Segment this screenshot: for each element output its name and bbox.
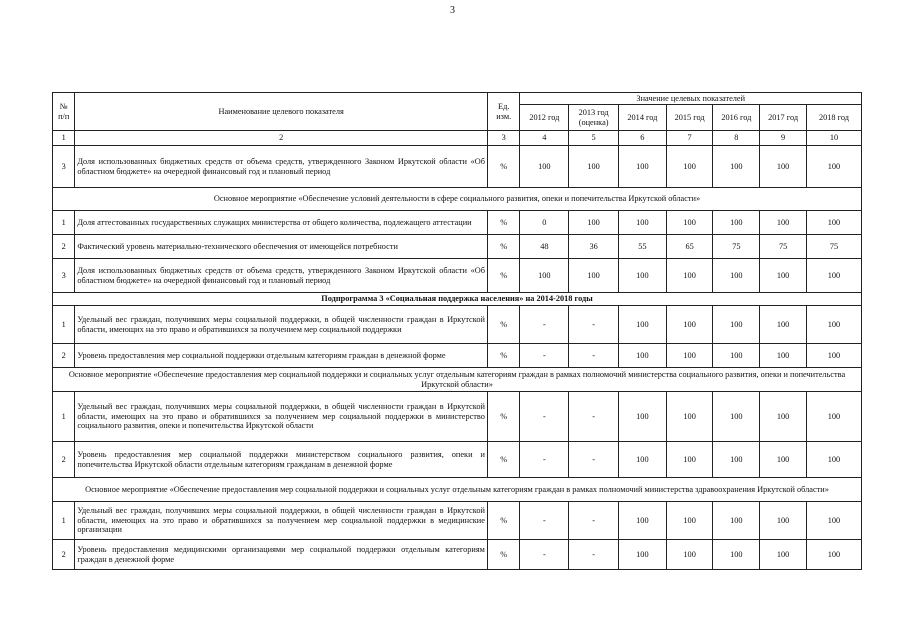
section-row bbox=[53, 293, 862, 306]
indicator-value: 100 bbox=[713, 540, 760, 570]
indicator-value: 100 bbox=[806, 392, 861, 442]
column-number: 5 bbox=[569, 131, 619, 146]
indicator-value: 100 bbox=[713, 306, 760, 344]
column-number: 10 bbox=[806, 131, 861, 146]
subprogram-title: Подпрограмма 3 «Социальная поддержка населения» на 2014-2018 годы bbox=[53, 293, 862, 306]
table-row bbox=[53, 146, 862, 188]
section-title: Основное мероприятие «Обеспечение предоставления мер социальной поддержки и социальных услуг отдельным категориям граждан в рамках полномочий министерства здравоохранения Иркутской области» bbox=[53, 478, 862, 502]
indicator-value: - bbox=[569, 502, 619, 540]
page-number: 3 bbox=[450, 5, 455, 16]
indicator-value: 100 bbox=[713, 502, 760, 540]
column-number: 9 bbox=[760, 131, 807, 146]
indicator-name: Уровень предоставления мер социальной поддержки отдельным категориям граждан в денежной форме bbox=[75, 344, 488, 368]
indicator-value: - bbox=[520, 442, 569, 478]
row-number: 3 bbox=[53, 259, 75, 293]
indicator-value: - bbox=[569, 442, 619, 478]
row-number: 2 bbox=[53, 344, 75, 368]
indicator-value: 100 bbox=[806, 344, 861, 368]
indicator-value: 100 bbox=[619, 392, 667, 442]
indicator-value: 100 bbox=[760, 259, 807, 293]
indicator-value: 100 bbox=[806, 502, 861, 540]
header-year: 2016 год bbox=[713, 105, 760, 131]
section-row bbox=[53, 188, 862, 211]
row-number: 1 bbox=[53, 392, 75, 442]
header-year: 2014 год bbox=[619, 105, 667, 131]
indicator-value: 100 bbox=[806, 146, 861, 188]
indicator-value: 100 bbox=[760, 211, 807, 235]
header-num: № п/п bbox=[53, 93, 75, 131]
indicator-name: Уровень предоставления мер социальной поддержки министерством социального развития, опеки и попечительства Иркутской области отдельным категориям гражданам в денежной форме bbox=[75, 442, 488, 478]
table-row bbox=[53, 211, 862, 235]
unit: % bbox=[487, 146, 520, 188]
indicator-value: 100 bbox=[666, 392, 713, 442]
indicator-value: 100 bbox=[619, 306, 667, 344]
column-number: 4 bbox=[520, 131, 569, 146]
indicator-value: - bbox=[569, 306, 619, 344]
column-number: 8 bbox=[713, 131, 760, 146]
header-row-top bbox=[53, 93, 862, 105]
row-number: 1 bbox=[53, 502, 75, 540]
table-row bbox=[53, 502, 862, 540]
header-unit: Ед. изм. bbox=[487, 93, 520, 131]
table-row bbox=[53, 259, 862, 293]
section-title: Основное мероприятие «Обеспечение предоставления мер социальной поддержки и социальных услуг отдельным категориям граждан в рамках полномочий министерства социального развития, опеки и попечительства Иркутской области» bbox=[53, 368, 862, 392]
indicator-value: 100 bbox=[619, 442, 667, 478]
header-year: 2017 год bbox=[760, 105, 807, 131]
indicator-name: Удельный вес граждан, получивших меры социальной поддержки, в общей численности граждан в Иркутской области, имеющих на это право и обратившихся за получением мер социальной поддержки в министерство социального развития, опеки и попечительства Иркутской области bbox=[75, 392, 488, 442]
indicator-value: 0 bbox=[520, 211, 569, 235]
indicator-value: 100 bbox=[666, 259, 713, 293]
indicator-value: 100 bbox=[713, 392, 760, 442]
indicator-value: 100 bbox=[806, 259, 861, 293]
header-year: 2015 год bbox=[666, 105, 713, 131]
indicator-value: 100 bbox=[520, 146, 569, 188]
table-row bbox=[53, 306, 862, 344]
unit: % bbox=[487, 259, 520, 293]
indicator-value: 48 bbox=[520, 235, 569, 259]
indicator-value: 100 bbox=[713, 442, 760, 478]
indicator-value: 100 bbox=[760, 306, 807, 344]
indicator-value: 100 bbox=[666, 540, 713, 570]
indicator-value: - bbox=[520, 540, 569, 570]
indicator-value: 100 bbox=[806, 540, 861, 570]
indicator-value: 100 bbox=[619, 146, 667, 188]
indicator-value: 100 bbox=[760, 540, 807, 570]
indicator-name: Удельный вес граждан, получивших меры социальной поддержки, в общей численности граждан в Иркутской области, имеющих на это право и обратившихся за получением мер социальной поддержки в медицинские организации bbox=[75, 502, 488, 540]
unit: % bbox=[487, 235, 520, 259]
indicator-value: 36 bbox=[569, 235, 619, 259]
indicator-value: 100 bbox=[760, 502, 807, 540]
indicator-name: Доля использованных бюджетных средств от объема средств, утвержденного Законом Иркутской области «Об областном бюджете» на очередной финансовый год и плановый период bbox=[75, 146, 488, 188]
unit: % bbox=[487, 392, 520, 442]
unit: % bbox=[487, 211, 520, 235]
target-indicators-table bbox=[52, 92, 862, 570]
indicator-value: - bbox=[569, 540, 619, 570]
unit: % bbox=[487, 442, 520, 478]
table-row bbox=[53, 540, 862, 570]
indicator-value: - bbox=[520, 344, 569, 368]
unit: % bbox=[487, 502, 520, 540]
column-number: 2 bbox=[75, 131, 488, 146]
header-values-group: Значение целевых показателей bbox=[520, 93, 862, 105]
indicator-name: Доля аттестованных государственных служащих министерства от общего количества, подлежащего аттестации bbox=[75, 211, 488, 235]
indicator-value: 100 bbox=[806, 211, 861, 235]
indicator-value: 100 bbox=[713, 146, 760, 188]
section-row bbox=[53, 368, 862, 392]
table-row bbox=[53, 344, 862, 368]
indicator-value: 100 bbox=[569, 259, 619, 293]
indicator-value: - bbox=[569, 392, 619, 442]
indicator-value: 100 bbox=[666, 502, 713, 540]
indicator-value: 100 bbox=[806, 306, 861, 344]
indicator-value: 100 bbox=[760, 344, 807, 368]
indicator-value: 100 bbox=[666, 211, 713, 235]
unit: % bbox=[487, 306, 520, 344]
indicator-value: - bbox=[569, 344, 619, 368]
indicator-value: - bbox=[520, 306, 569, 344]
column-number: 6 bbox=[619, 131, 667, 146]
indicator-value: 100 bbox=[666, 306, 713, 344]
indicator-value: 100 bbox=[569, 211, 619, 235]
row-number: 2 bbox=[53, 235, 75, 259]
indicator-value: 100 bbox=[760, 146, 807, 188]
header-year: 2012 год bbox=[520, 105, 569, 131]
column-number: 3 bbox=[487, 131, 520, 146]
indicator-name: Доля использованных бюджетных средств от объема средств, утвержденного Законом Иркутской области «Об областном бюджете» на очередной финансовый год и плановый период bbox=[75, 259, 488, 293]
header-indicator-name: Наименование целевого показателя bbox=[75, 93, 488, 131]
indicator-value: 100 bbox=[619, 502, 667, 540]
indicator-value: 75 bbox=[806, 235, 861, 259]
header-year: 2018 год bbox=[806, 105, 861, 131]
indicator-value: 100 bbox=[713, 259, 760, 293]
indicator-value: 100 bbox=[619, 540, 667, 570]
table-row bbox=[53, 442, 862, 478]
indicator-value: 75 bbox=[713, 235, 760, 259]
table-row bbox=[53, 235, 862, 259]
indicator-value: 100 bbox=[569, 146, 619, 188]
indicator-name: Уровень предоставления медицинскими организациями мер социальной поддержки отдельным категориям граждан в денежной форме bbox=[75, 540, 488, 570]
indicator-name: Фактический уровень материально-технического обеспечения от имеющейся потребности bbox=[75, 235, 488, 259]
row-number: 1 bbox=[53, 306, 75, 344]
section-title: Основное мероприятие «Обеспечение условий деятельности в сфере социального развития, опеки и попечительства Иркутской области» bbox=[53, 188, 862, 211]
unit: % bbox=[487, 344, 520, 368]
indicator-value: 100 bbox=[713, 344, 760, 368]
indicator-value: 75 bbox=[760, 235, 807, 259]
indicator-value: 100 bbox=[666, 344, 713, 368]
indicator-value: 100 bbox=[520, 259, 569, 293]
row-number: 3 bbox=[53, 146, 75, 188]
indicator-value: 100 bbox=[619, 259, 667, 293]
indicator-value: 100 bbox=[760, 442, 807, 478]
indicator-value: 100 bbox=[666, 442, 713, 478]
indicator-value: 100 bbox=[619, 211, 667, 235]
row-number: 2 bbox=[53, 540, 75, 570]
indicator-value: 100 bbox=[619, 344, 667, 368]
indicator-value: 100 bbox=[760, 392, 807, 442]
section-row bbox=[53, 478, 862, 502]
indicator-value: 55 bbox=[619, 235, 667, 259]
indicator-name: Удельный вес граждан, получивших меры социальной поддержки, в общей численности граждан в Иркутской области, имеющих на это право и обратившихся за получением мер социальной поддержки bbox=[75, 306, 488, 344]
indicator-value: 100 bbox=[806, 442, 861, 478]
indicator-value: 65 bbox=[666, 235, 713, 259]
unit: % bbox=[487, 540, 520, 570]
indicator-value: 100 bbox=[666, 146, 713, 188]
row-number: 1 bbox=[53, 211, 75, 235]
column-number: 7 bbox=[666, 131, 713, 146]
header-column-numbers bbox=[53, 131, 862, 146]
indicator-value: 100 bbox=[713, 211, 760, 235]
row-number: 2 bbox=[53, 442, 75, 478]
indicator-value: - bbox=[520, 502, 569, 540]
indicator-value: - bbox=[520, 392, 569, 442]
table-row bbox=[53, 392, 862, 442]
column-number: 1 bbox=[53, 131, 75, 146]
header-year: 2013 год (оценка) bbox=[569, 105, 619, 131]
